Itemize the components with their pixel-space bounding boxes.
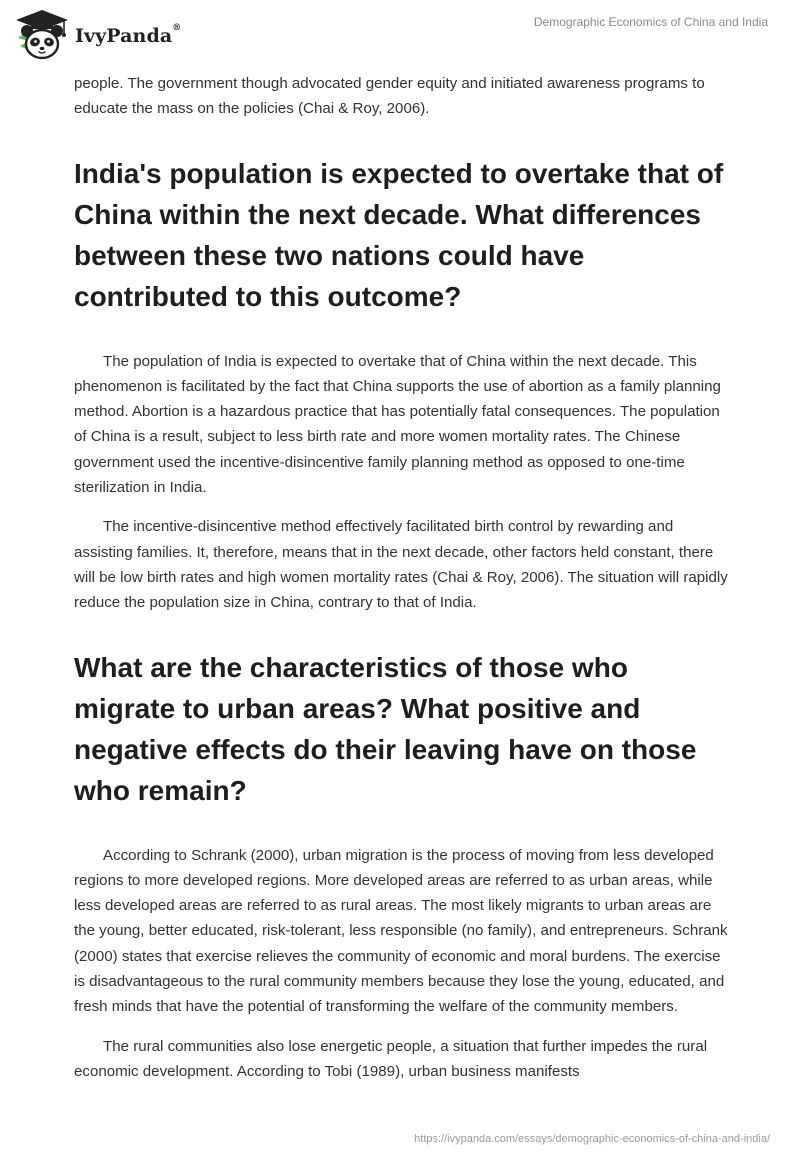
brand-name: IvyPanda® xyxy=(75,23,182,47)
registered-mark: ® xyxy=(172,23,182,33)
paragraph: According to Schrank (2000), urban migration is the process of moving from less developed regions to more developed regions. More developed areas are referred to as urban areas, while less developed areas are referred to as rural areas. The most likely migrants to urban areas are the young, better educated, risk-tolerant, less responsible (no family), and entrepreneurs. Schrank (2000) states that exercise relieves the community of economic and moral burdens. The exercise is disadvantageous to the rural community members because they lose the young, educated, and fresh minds that have the potential of transforming the welfare of the community members. xyxy=(74,846,728,1016)
paragraph: The population of India is expected to overtake that of China within the next decade. This phenomenon is facilitated by the fact that China supports the use of abortion as a family planning method. Abortion is a hazardous practice that has potentially fatal consequences. The population of China is a result, subject to less birth rate and more women mortality rates. The Chinese government used the incentive-disincentive family planning method as opposed to one-time sterilization in India. xyxy=(74,352,721,497)
ivypanda-logo[interactable] xyxy=(14,8,181,62)
source-url[interactable]: https://ivypanda.com/essays/demographic-economics-of-china-and-india/ xyxy=(414,1133,770,1145)
section-heading-migration: What are the characteristics of those who migrate to urban areas? What positive and negative effects do their leaving have on those who remain? xyxy=(74,651,697,806)
panda-graduate-icon xyxy=(14,8,70,62)
paragraph: The incentive-disincentive method effectively facilitated birth control by rewarding and assisting families. It, therefore, means that in the next decade, other factors held constant, there will be low birth rates and high women mortality rates (Chai & Roy, 2006). The situation will rapidly reduce the population size in China, contrary to that of India. xyxy=(74,518,728,612)
page-header xyxy=(0,0,800,70)
paragraph: The rural communities also lose energetic people, a situation that further impedes the rural economic development. According to Tobi (1989), urban business manifests xyxy=(74,1037,708,1080)
document-title: Demographic Economics of China and India xyxy=(533,15,768,29)
intro-paragraph: people. The government though advocated gender equity and initiated awareness programs to educate the mass on the policies (Chai & Roy, 2006). xyxy=(74,75,705,118)
essay-content xyxy=(74,71,734,1084)
section-heading-population: India's population is expected to overtake that of China within the next decade. What differences between these two nations could have contributed to this outcome? xyxy=(74,157,724,312)
